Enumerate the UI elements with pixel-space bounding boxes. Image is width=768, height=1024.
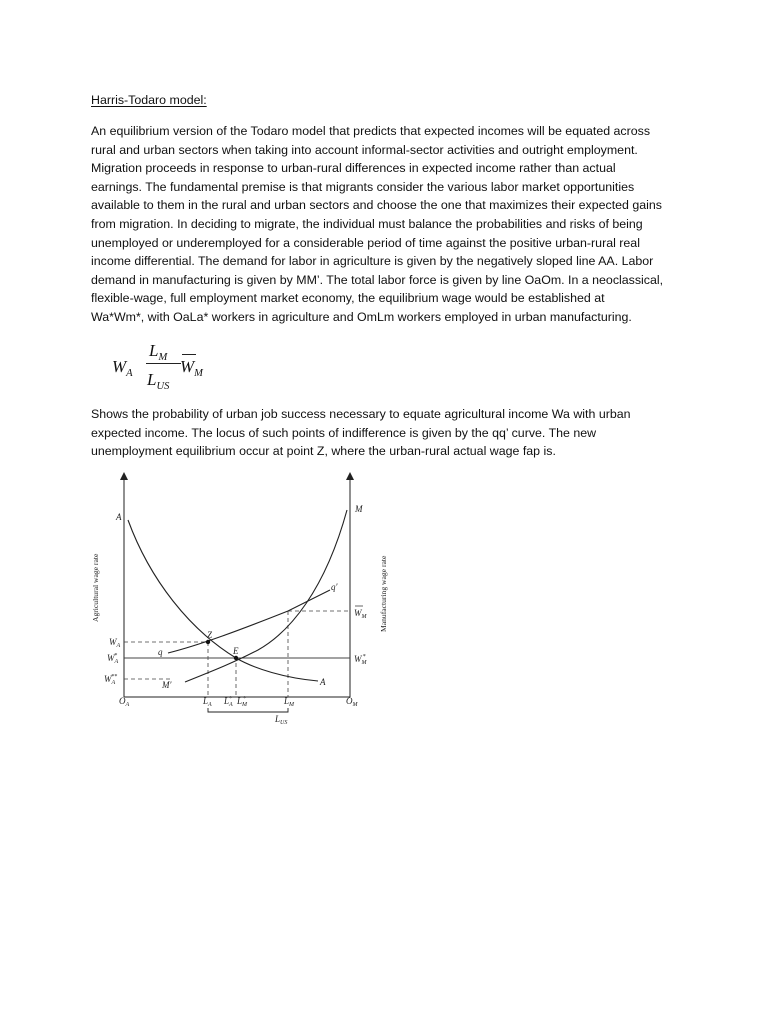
formula-denominator: $L_{US}$ [147,370,170,392]
text-line: flexible-wage, full employment market economy, the equilibrium wage would be established at [91,291,605,306]
label-lus: $L_{US}$ [275,714,288,726]
text-line: earnings. The fundamental premise is that migrants consider the various labor market opportunities [91,179,635,194]
tick-lm-star: $L_M*$ [237,696,248,708]
text-line: demand in manufacturing is given by MM’. The total labor force is given by line OaOm. In a neoclassical, [91,272,664,287]
label-q-right: q′ [331,582,338,592]
point-z [206,640,210,644]
label-m-bottom: M′ [162,680,172,690]
origin-om: $O_M$ [346,696,358,708]
agriculture-demand-curve [128,520,318,681]
label-m-top: M [355,504,363,514]
lus-bracket [208,708,288,712]
label-z: Z [207,630,213,640]
label-e: E [233,646,239,656]
text-line: unemployed or underemployed for a considerable period of time against the positive urban-rural real [91,235,640,250]
tick-wa-star: $W_A*$ [107,653,119,665]
tick-la-star: $L_A*$ [224,696,233,708]
text-line: income differential. The demand for labor in agriculture is given by the negatively sloped line AA. Labor [91,254,654,269]
point-e [234,656,238,660]
paragraph-intro [91,122,691,327]
text-line: Shows the probability of urban job success necessary to equate agricultural income Wa with urban [91,407,631,421]
formula-rhs: $W_M$ [180,357,203,379]
probability-formula [108,340,228,392]
tick-wa: $W_A$ [109,637,121,649]
tick-wa-double-star: $W_A**$ [104,674,118,686]
tick-la: $L_A$ [203,696,212,708]
tick-lm: $L_M$ [284,696,295,708]
text-line: available to them in the rural and urban sectors and choose the one that maximizes their expected gains [91,198,662,213]
text-line: Wa*Wm*, with OaLa* workers in agriculture and OmLm workers employed in urban manufacturing. [91,309,632,324]
left-axis-title: Agricultural wage rate [91,553,100,622]
right-axis-title: Manufacturing wage rate [379,555,388,632]
tick-wm-star: $W_M*$ [354,654,367,666]
formula-numerator: $L_M$ [149,341,168,363]
section-heading: Harris-Todaro model: [91,93,207,107]
paragraph-explanation [91,405,691,461]
text-line: from migration. In deciding to migrate, the individual must balance the probabilities and risks of being [91,216,643,231]
text-line: expected income. The locus of such points of indifference is given by the qq’ curve. The new [91,425,597,440]
formula-lhs: $W_A$ [112,357,133,379]
text-line: An equilibrium version of the Todaro model that predicts that expected incomes will be equated across [91,124,651,138]
label-a-top: A [116,512,122,522]
text-line: unemployment equilibrium occur at point Z, where the urban-rural actual wage fap is. [91,444,556,459]
label-q-left: q [158,647,163,657]
label-a-bottom: A [320,677,326,687]
harris-todaro-diagram [80,465,400,755]
manufacturing-demand-curve [185,510,347,682]
qq-indifference-curve [168,590,330,653]
fraction-bar [146,363,181,364]
tick-wm-bar: $W_M$ [354,608,367,620]
text-line: Migration proceeds in response to urban-rural differences in expected income rather than actual [91,161,616,176]
origin-oa: $O_A$ [119,696,130,708]
overbar [182,354,196,355]
text-line: rural and urban sectors when taking into account informal-sector activities and outright employment. [91,142,638,157]
